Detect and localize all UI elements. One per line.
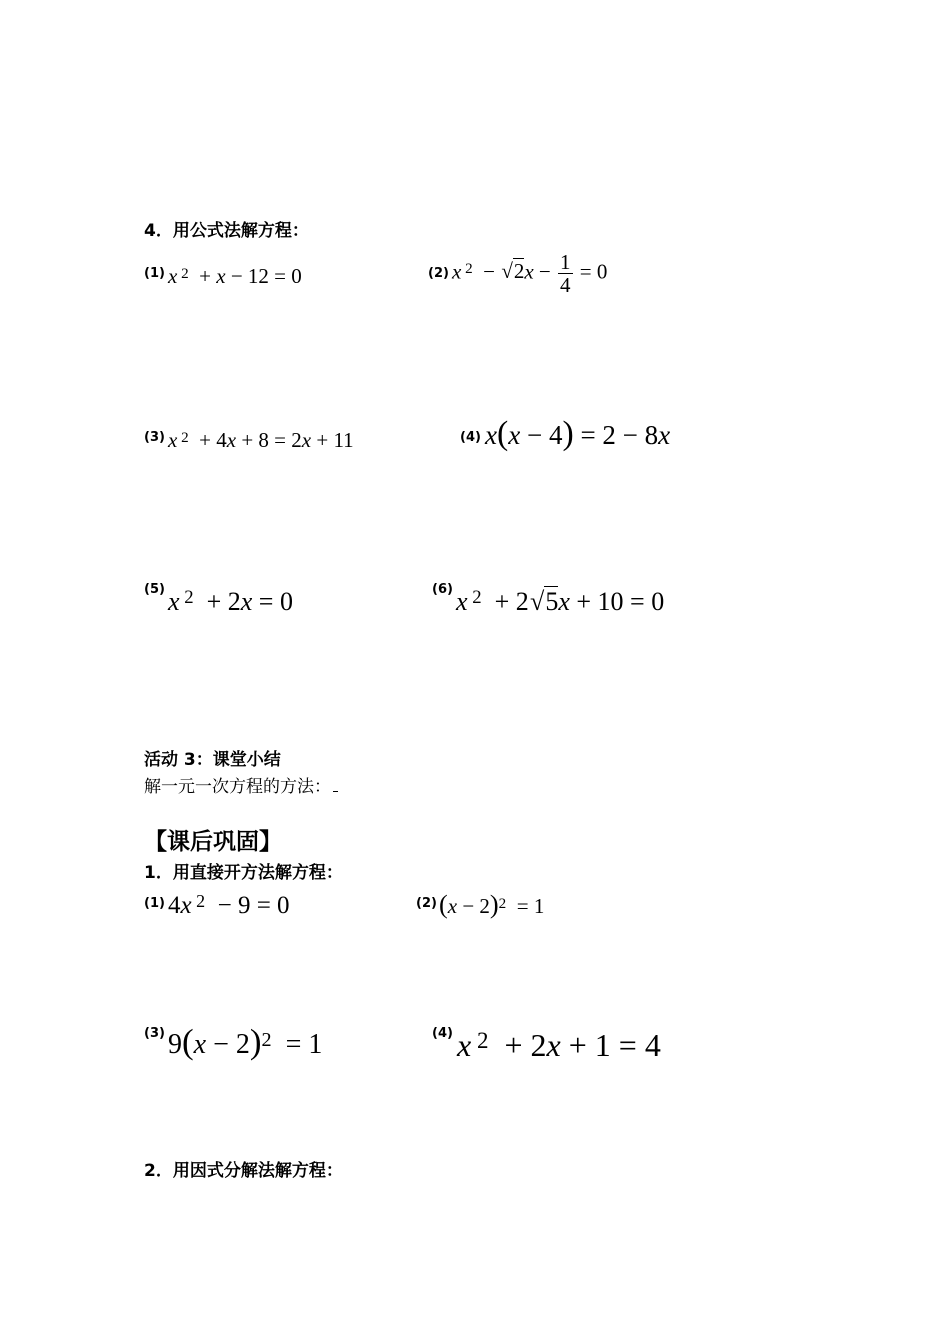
equation-h-1: 4x $^2$ − 9 = 0 [168,890,290,919]
problem-label: (4) [460,430,481,445]
equation-4-5: x $^2$ + 2x = 0 [168,587,293,616]
equation-4-2: x $^2$ − √2x − $\frac{1}{4}$ = 0 [452,250,608,298]
problem-label: (5) [144,582,165,597]
equation-4-4: x(x − 4) = 2 − 8x [485,415,671,452]
problem-label: (6) [432,582,453,597]
section-4-title: 4．用公式法解方程： [144,221,309,241]
problem-label: (1) [144,896,165,911]
equation-h-3: $9(x - 2)^2 = 1$ [168,1022,323,1061]
part-1-title: 1．用直接开方法解方程： [144,863,343,883]
problem-label: (2) [428,266,449,281]
problem-label: (1) [144,266,165,281]
equation-4-1: x $^2$ + x − 12 = 0 [168,264,302,288]
equation-4-6: x $^2$ + 2√5x + 10 = 0 [456,587,665,616]
problem-label: (3) [144,430,165,445]
equation-4-3: x $^2$ + 4x + 8 = 2x + 11 [168,428,354,452]
summary-prompt: 解一元一次方程的方法： [144,772,338,797]
problem-label: (2) [416,896,437,911]
part-2-title: 2．用因式分解法解方程： [144,1161,343,1181]
problem-label: (4) [432,1026,453,1041]
problem-label: (3) [144,1026,165,1041]
equation-h-4: x $^2$ + 2x + 1 = 4 [457,1026,661,1063]
equation-h-2: $(x - 2)^2 = 1$ [439,890,545,919]
answer-blank [333,791,338,792]
activity-3-title: 活动 3：课堂小结 [144,750,281,770]
homework-title: 【课后巩固】 [144,829,282,855]
